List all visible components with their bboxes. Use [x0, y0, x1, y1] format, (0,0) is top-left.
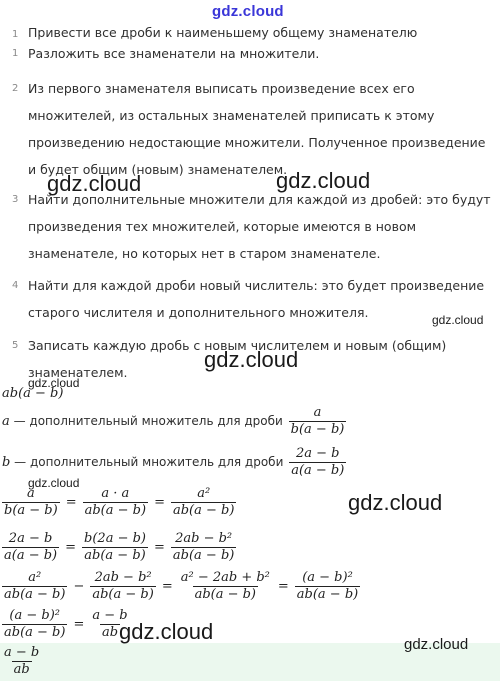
extra-factor-line-2 [2, 446, 348, 479]
step-text: Из первого знаменателя выписать произведение всех его множителей, из остальных знаменателей приписать к этому произведению недостающие множители. Полученное произведение и будет общим (новым) знаменателем. [28, 81, 486, 177]
numerator: a · a [101, 486, 130, 501]
numerator: 2a − b [8, 531, 53, 546]
step-number: 1 [12, 48, 19, 59]
equation-2 [0, 531, 238, 564]
factor-variable: a [2, 414, 10, 429]
equals-sign: = [154, 495, 165, 510]
denominator: ab [13, 662, 30, 677]
denominator: ab [101, 625, 119, 640]
numerator: a [26, 486, 35, 501]
step-text: Записать каждую дробь с новым числителем и новым (общим) знаменателем. [28, 338, 447, 380]
equation-4 [0, 608, 132, 641]
equation-1 [0, 486, 238, 519]
fraction [2, 645, 41, 678]
equation-3 [0, 570, 362, 603]
fraction [171, 486, 236, 519]
factor-description: — дополнительный множитель для дроби [9, 414, 287, 428]
numerator: a − b [4, 645, 40, 660]
watermark: gdz.cloud [204, 347, 299, 372]
denominator: a(a − b) [4, 548, 58, 563]
equals-sign: = [277, 579, 289, 594]
denominator: ab(a − b) [194, 587, 257, 602]
equals-sign: = [65, 540, 77, 555]
step-number: 2 [12, 83, 19, 94]
denominator: b(a − b) [290, 422, 345, 437]
factor-description: — дополнительный множитель для дроби [10, 455, 288, 469]
step-number: 5 [12, 340, 19, 351]
fraction [295, 570, 360, 603]
step-number: 1 [12, 29, 19, 40]
watermark: gdz.cloud [432, 313, 484, 327]
denominator: ab(a − b) [84, 548, 146, 563]
denominator: ab(a − b) [4, 587, 66, 602]
fraction [82, 531, 148, 564]
equals-sign: = [161, 579, 173, 594]
numerator: a² − 2ab + b² [180, 570, 270, 585]
fraction [2, 531, 59, 564]
watermark: gdz.cloud [119, 619, 214, 644]
fraction [90, 570, 155, 603]
step-number: 3 [12, 194, 19, 205]
fraction [83, 486, 148, 519]
extra-factor-line-1 [2, 405, 348, 438]
watermark: gdz.cloud [404, 636, 469, 653]
step-text: Привести все дроби к наименьшему общему знаменателю [28, 25, 418, 40]
step-text: Разложить все знаменатели на множители. [28, 46, 320, 61]
equals-sign: = [154, 540, 165, 555]
step-text: Найти дополнительные множители для каждой из дробей: это будут произведения тех множителей, которые имеются в новом знаменателе, но которых нет в старом знаменателе. [28, 192, 491, 261]
denominator: ab(a − b) [84, 503, 147, 518]
equals-sign: = [65, 495, 77, 510]
fraction [2, 608, 67, 641]
step-number: 4 [12, 280, 19, 291]
denominator: a(a − b) [291, 463, 345, 478]
numerator: (a − b)² [302, 570, 353, 585]
numerator: (a − b)² [9, 608, 61, 623]
step-text: Найти для каждой дроби новый числитель: это будет произведение старого числителя и дополнительного множителя. [28, 278, 485, 320]
fraction [171, 531, 236, 564]
common-denominator: ab(a − b) [2, 386, 64, 401]
watermark: gdz.cloud [348, 490, 443, 515]
denominator: ab(a − b) [296, 587, 359, 602]
watermark: gdz.cloud [28, 376, 80, 390]
numerator: a − b [92, 608, 128, 623]
factor-variable: b [2, 455, 11, 470]
equals-sign: = [73, 617, 85, 632]
numerator: 2ab − b² [175, 531, 233, 546]
denominator: ab(a − b) [4, 625, 66, 640]
watermark: gdz.cloud [47, 171, 142, 196]
numerator: a² [197, 486, 211, 501]
denominator: ab(a − b) [172, 548, 235, 563]
denominator: ab(a − b) [172, 503, 235, 518]
watermark: gdz.cloud [276, 168, 371, 193]
numerator: b(2a − b) [84, 531, 146, 546]
denominator: b(a − b) [4, 503, 58, 518]
watermark: gdz.cloud [28, 476, 80, 490]
cut-off-line [0, 0, 500, 40]
fraction [2, 570, 67, 603]
answer [0, 645, 43, 678]
numerator: 2a − b [296, 446, 340, 461]
numerator: 2ab − b² [94, 570, 152, 585]
fraction [289, 446, 346, 479]
minus-sign: − [73, 579, 85, 594]
fraction [179, 570, 272, 603]
fraction [289, 405, 347, 438]
numerator: a² [28, 570, 42, 585]
fraction [2, 486, 60, 519]
numerator: a [313, 405, 322, 420]
watermark-top: gdz.cloud [212, 3, 284, 20]
denominator: ab(a − b) [92, 587, 154, 602]
